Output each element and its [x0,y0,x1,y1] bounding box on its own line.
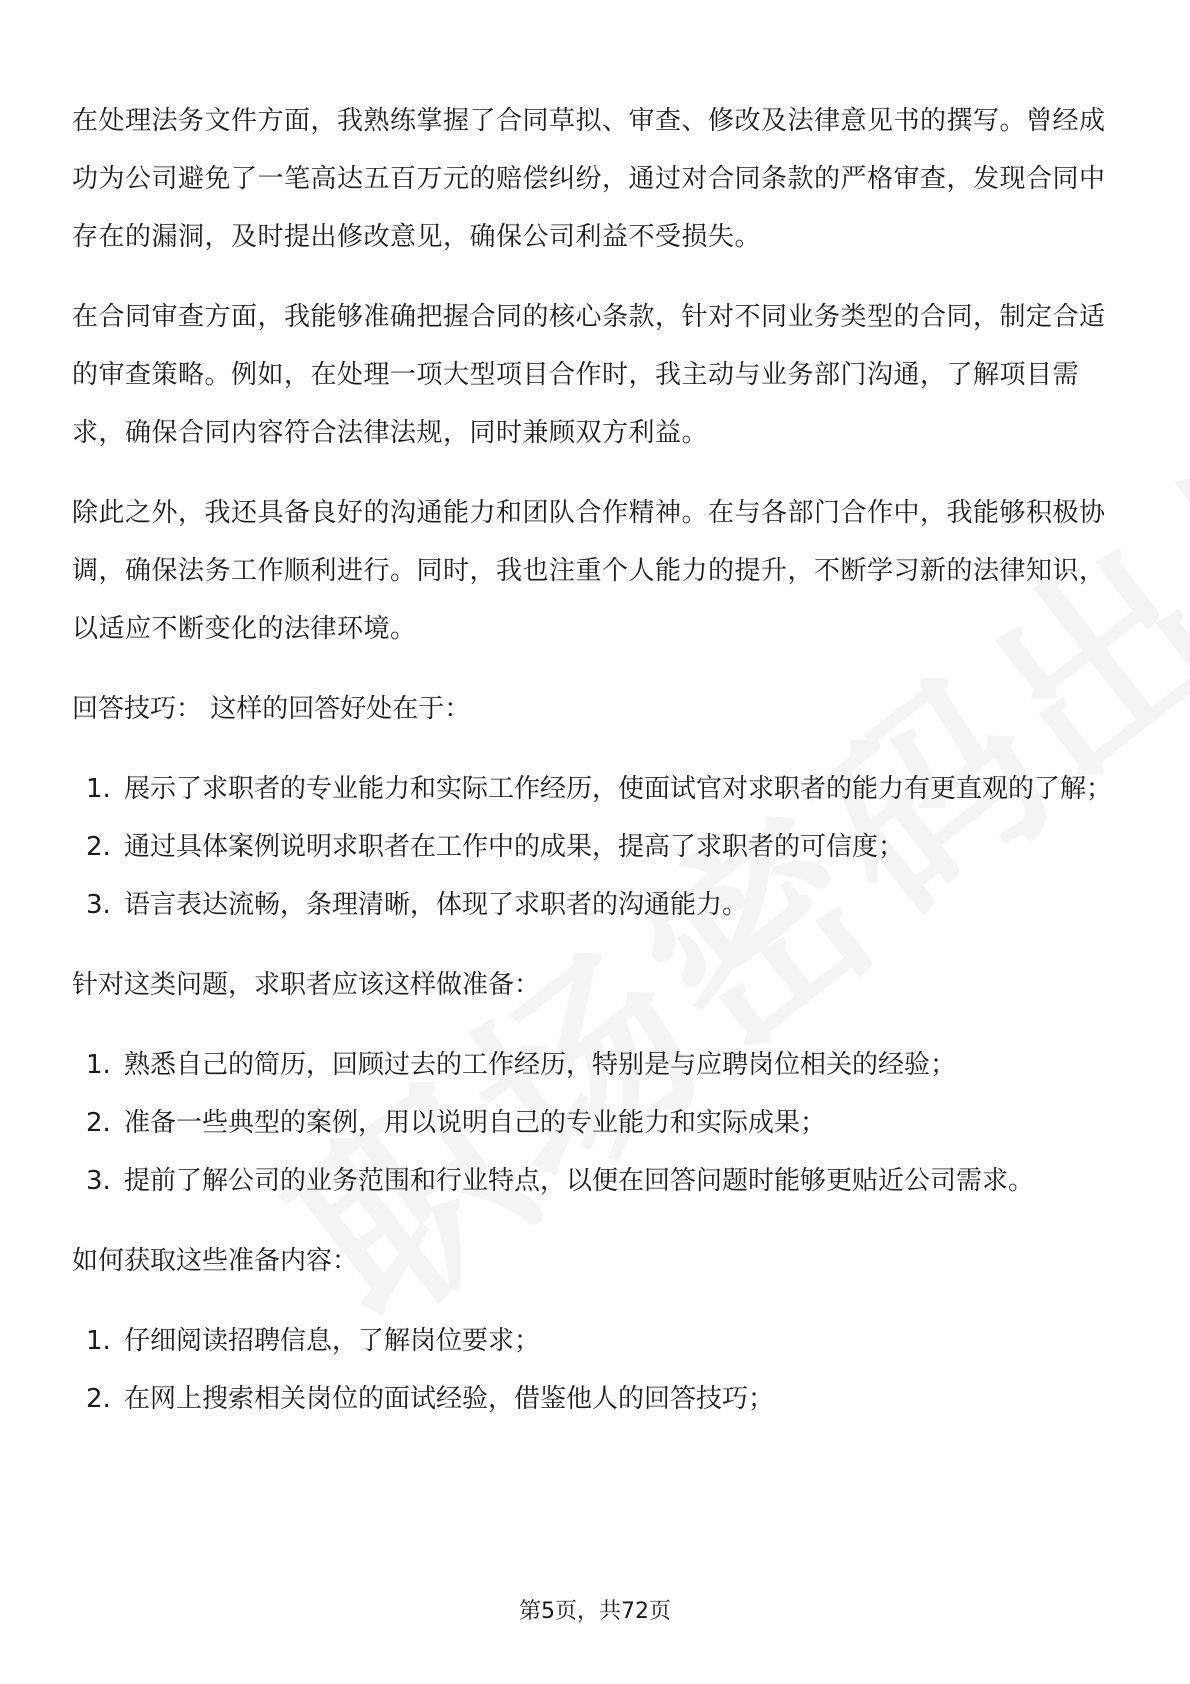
list-item-text: 仔细阅读招聘信息，了解岗位要求； [124,1326,541,1356]
obtain-list [72,1312,1122,1428]
list-item-text: 熟悉自己的简历，回顾过去的工作经历，特别是与应聘岗位相关的经验； [124,1050,957,1080]
list-item [72,1094,1122,1152]
list-item [72,818,1122,876]
paragraph-legal-documents: 在处理法务文件方面，我熟练掌握了合同草拟、审查、修改及法律意见书的撰写。曾经成功为公司避免了一笔高达五百万元的赔偿纠纷，通过对合同条款的严格审查，发现合同中存在的漏洞，及时提出修改意见，确保公司利益不受损失。 [72,106,1106,252]
list-number: 2. [86,832,111,862]
obtain-heading: 如何获取这些准备内容： [72,1246,359,1276]
list-item-text: 在网上搜索相关岗位的面试经验，借鉴他人的回答技巧； [124,1384,775,1414]
list-item-text: 准备一些典型的案例，用以说明自己的专业能力和实际成果； [124,1108,827,1138]
list-number: 1. [86,1050,111,1080]
paragraph-contract-review: 在合同审查方面，我能够准确把握合同的核心条款，针对不同业务类型的合同，制定合适的审查策略。例如，在处理一项大型项目合作时，我主动与业务部门沟通，了解项目需求，确保合同内容符合法律法规，同时兼顾双方利益。 [72,302,1106,448]
list-item [72,1312,1122,1370]
list-item-text: 通过具体案例说明求职者在工作中的成果，提高了求职者的可信度； [124,832,905,862]
list-number: 2. [86,1108,111,1138]
list-number: 1. [86,774,111,804]
document-body [72,92,1122,1450]
tips-list [72,760,1122,934]
page-number: 第5页，共72页 [519,1599,671,1624]
paragraph-communication: 除此之外，我还具备良好的沟通能力和团队合作精神。在与各部门合作中，我能够积极协调，确保法务工作顺利进行。同时，我也注重个人能力的提升，不断学习新的法律知识，以适应不断变化的法律环境。 [72,498,1106,644]
list-number: 3. [86,1166,111,1196]
list-item [72,876,1122,934]
prep-heading: 针对这类问题，求职者应该这样做准备： [72,970,541,1000]
prep-list [72,1036,1122,1210]
list-item-text: 展示了求职者的专业能力和实际工作经历，使面试官对求职者的能力有更直观的了解； [124,774,1113,804]
list-number: 1. [86,1326,111,1356]
list-item [72,1036,1122,1094]
list-number: 3. [86,890,111,920]
list-item-text: 语言表达流畅，条理清晰，体现了求职者的沟通能力。 [124,890,749,920]
list-item [72,1152,1122,1210]
list-number: 2. [86,1384,111,1414]
list-item [72,760,1122,818]
list-item [72,1370,1122,1428]
tips-heading: 回答技巧： 这样的回答好处在于： [72,694,471,724]
list-item-text: 提前了解公司的业务范围和行业特点，以便在回答问题时能够更贴近公司需求。 [124,1166,1035,1196]
